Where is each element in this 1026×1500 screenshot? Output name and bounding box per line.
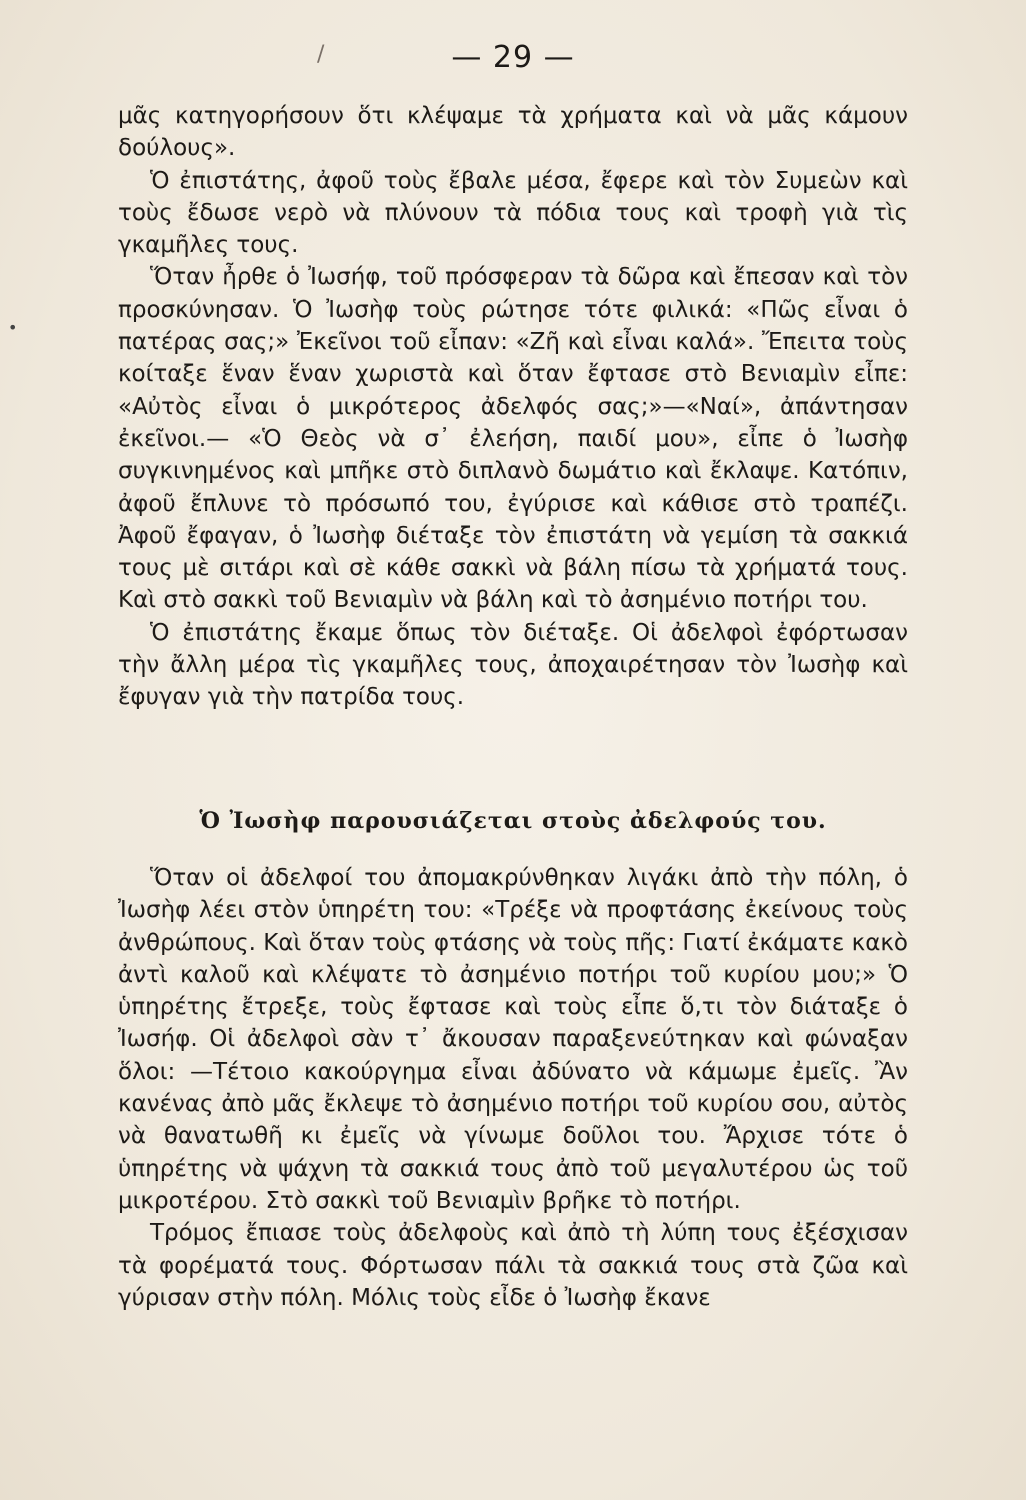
paragraph: Ὅταν οἱ ἀδελφοί του ἀπομακρύνθηκαν λιγάκι ἀπὸ τὴν πόλη, ὁ Ἰωσὴφ λέει στὸν ὑπηρέτη του: «Τρέξε νὰ προφτάσης ἐκείνους τοὺς ἀνθρώπους. Καὶ ὅταν τοὺς φτάσης νὰ τοὺς πῆς: Γιατί ἐκάματε κακὸ ἀντὶ καλοῦ καὶ κλέψατε τὸ ἀσημένιο ποτήρι τοῦ κυρίου μου;» Ὁ ὑπηρέτης ἔτρεξε, τοὺς ἔφτασε καὶ τοὺς εἶπε ὅ,τι τὸν διάταξε ὁ Ἰωσήφ. Οἱ ἀδελφοὶ σὰν τ᾿ ἄκουσαν παραξενεύτηκαν καὶ φώναξαν ὅλοι: —Τέτοιο κακούργημα εἶναι ἀδύνατο νὰ κάμωμε ἐμεῖς. Ἂν κανένας ἀπὸ μᾶς ἔκλεψε τὸ ἀσημένιο ποτήρι τοῦ κυρίου σου, αὐτὸς νὰ θανατωθῆ κι ἐμεῖς νὰ γίνωμε δοῦλοι του. Ἄρχισε τότε ὁ ὑπηρέτης νὰ ψάχνη τὰ σακκιά τους ἀπὸ τοῦ μεγαλυτέρου ὡς τοῦ μικροτέρου. Στὸ σακκὶ τοῦ Βενιαμὶν βρῆκε τὸ ποτήρι. [118, 865, 908, 1214]
margin-dot: • [8, 318, 18, 337]
section-2-text [118, 862, 908, 1314]
paragraph: Ὅταν ἦρθε ὁ Ἰωσήφ, τοῦ πρόσφεραν τὰ δῶρα καὶ ἔπεσαν καὶ τὸν προσκύνησαν. Ὁ Ἰωσὴφ τοὺς ρώτησε τότε φιλικά: «Πῶς εἶναι ὁ πατέρας σας;» Ἐκεῖνοι τοῦ εἶπαν: «Ζῆ καὶ εἶναι καλά». Ἔπειτα τοὺς κοίταξε ἕναν ἕναν χωριστὰ καὶ ὅταν ἔφτασε στὸ Βενιαμὶν εἶπε: «Αὐτὸς εἶναι ὁ μικρότερος ἀδελφός σας;»—«Ναί», ἀπάντησαν ἐκεῖνοι.— «Ὁ Θεὸς νὰ σ᾿ ἐλεήση, παιδί μου», εἶπε ὁ Ἰωσὴφ συγκινημένος καὶ μπῆκε στὸ διπλανὸ δωμάτιο καὶ ἔκλαψε. Κατόπιν, ἀφοῦ ἔπλυνε τὸ πρόσωπό του, ἐγύρισε καὶ κάθισε στὸ τραπέζι. Ἀφοῦ ἔφαγαν, ὁ Ἰωσὴφ διέταξε τὸν ἐπιστάτη νὰ γεμίση τὰ σακκιά τους μὲ σιτάρι καὶ σὲ κάθε σακκὶ νὰ βάλη πίσω τὰ χρήματά τους. Καὶ στὸ σακκὶ τοῦ Βενιαμὶν νὰ βάλη καὶ τὸ ἀσημένιο ποτήρι του. [118, 264, 908, 614]
paragraph: Τρόμος ἔπιασε τοὺς ἀδελφοὺς καὶ ἀπὸ τὴ λύπη τους ἐξέσχισαν τὰ φορέματά τους. Φόρτωσαν πάλι τὰ σακκιά τους στὰ ζῶα καὶ γύρισαν στὴν πόλη. Μόλις τοὺς εἶδε ὁ Ἰωσὴφ ἔκανε [118, 1220, 908, 1311]
page-number: — 29 — [451, 40, 575, 75]
section-1-text [118, 100, 908, 714]
paragraph: μᾶς κατηγορήσουν ὅτι κλέψαμε τὰ χρήματα καὶ νὰ μᾶς κάμουν δούλους». [118, 103, 908, 162]
stray-mark: / [317, 42, 325, 67]
paragraph: Ὁ ἐπιστάτης ἔκαμε ὅπως τὸν διέταξε. Οἱ ἀδελφοὶ ἐφόρτωσαν τὴν ἄλλη μέρα τὶς γκαμῆλες τους, ἀποχαιρέτησαν τὸν Ἰωσὴφ καὶ ἔφυγαν γιὰ τὴν πατρίδα τους. [118, 619, 908, 711]
section-heading: Ὁ Ἰωσὴφ παρουσιάζεται στοὺς ἀδελφούς του. [199, 808, 827, 834]
paragraph: Ὁ ἐπιστάτης, ἀφοῦ τοὺς ἔβαλε μέσα, ἔφερε καὶ τὸν Συμεὼν καὶ τοὺς ἔδωσε νερὸ νὰ πλύνουν τὰ πόδια τους καὶ τροφὴ γιὰ τὶς γκαμῆλες τους. [118, 167, 908, 259]
